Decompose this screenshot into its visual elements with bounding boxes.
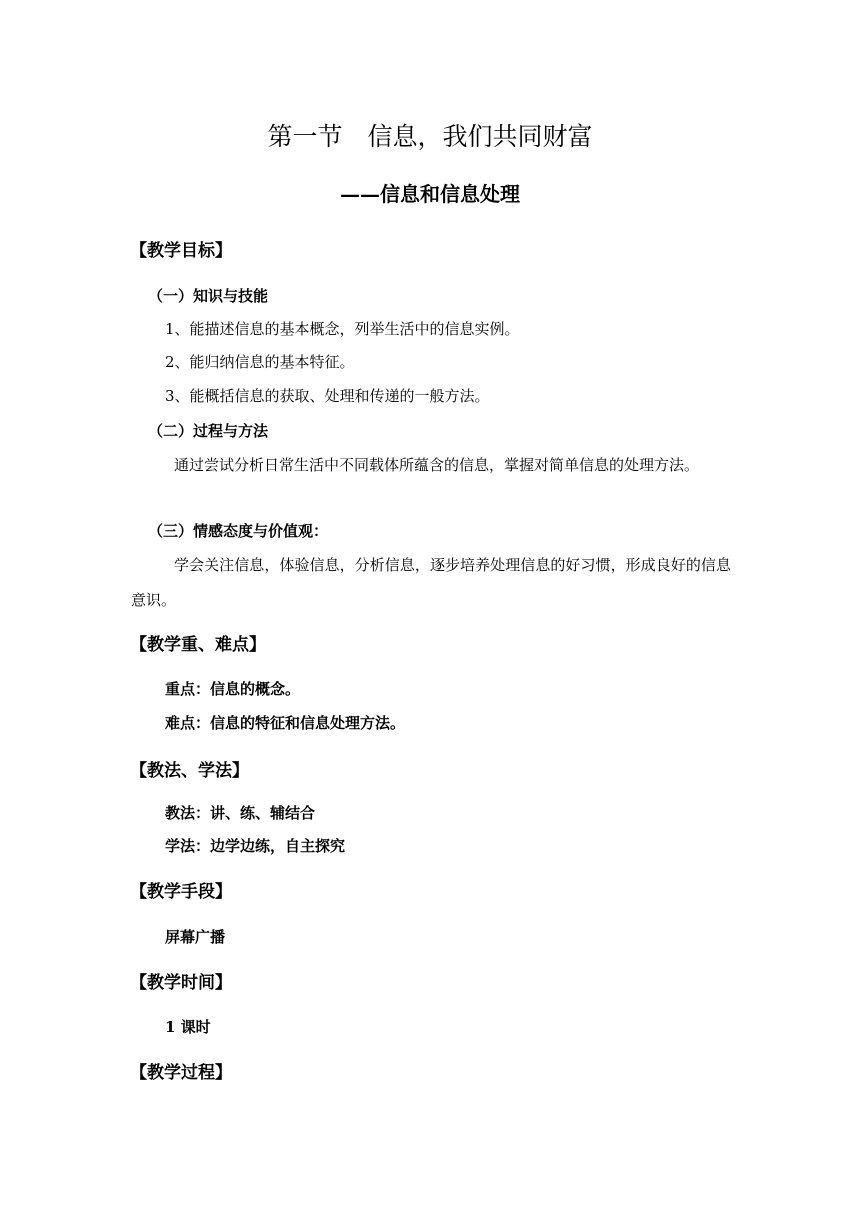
method-learning: 学法：边学边练，自主探究 bbox=[165, 837, 346, 855]
document-subtitle: ——信息和信息处理 bbox=[340, 182, 520, 206]
time-text: 1 课时 bbox=[165, 1018, 211, 1036]
section-heading-time: 【教学时间】 bbox=[130, 973, 232, 993]
list-item: 3、能概括信息的获取、处理和传递的一般方法。 bbox=[165, 387, 490, 405]
document-title: 第一节 信息，我们共同财富 bbox=[267, 122, 593, 151]
list-item: 1、能描述信息的基本概念，列举生活中的信息实例。 bbox=[165, 320, 520, 338]
subsection-heading-emotion: （三）情感态度与价值观： bbox=[148, 522, 329, 540]
paragraph-emotion: 学会关注信息，体验信息，分析信息，逐步培养处理信息的好习惯，形成良好的信息意识。 bbox=[131, 556, 731, 609]
section-heading-methods: 【教法、学法】 bbox=[130, 761, 249, 781]
method-teaching: 教法：讲、练、辅结合 bbox=[165, 804, 316, 822]
key-point-difficulty: 难点：信息的特征和信息处理方法。 bbox=[165, 714, 406, 732]
paragraph-process: 通过尝试分析日常生活中不同载体所蕴含的信息，掌握对简单信息的处理方法。 bbox=[174, 456, 700, 474]
section-heading-objectives: 【教学目标】 bbox=[130, 241, 232, 261]
key-point-focus: 重点：信息的概念。 bbox=[165, 680, 301, 698]
subsection-heading-process: （二）过程与方法 bbox=[148, 422, 269, 440]
section-heading-key-points: 【教学重、难点】 bbox=[130, 635, 266, 655]
subsection-heading-knowledge: （一）知识与技能 bbox=[148, 287, 269, 305]
section-heading-process: 【教学过程】 bbox=[130, 1063, 232, 1083]
section-heading-means: 【教学手段】 bbox=[130, 882, 232, 902]
means-text: 屏幕广播 bbox=[165, 928, 226, 946]
list-item: 2、能归纳信息的基本特征。 bbox=[165, 353, 355, 371]
